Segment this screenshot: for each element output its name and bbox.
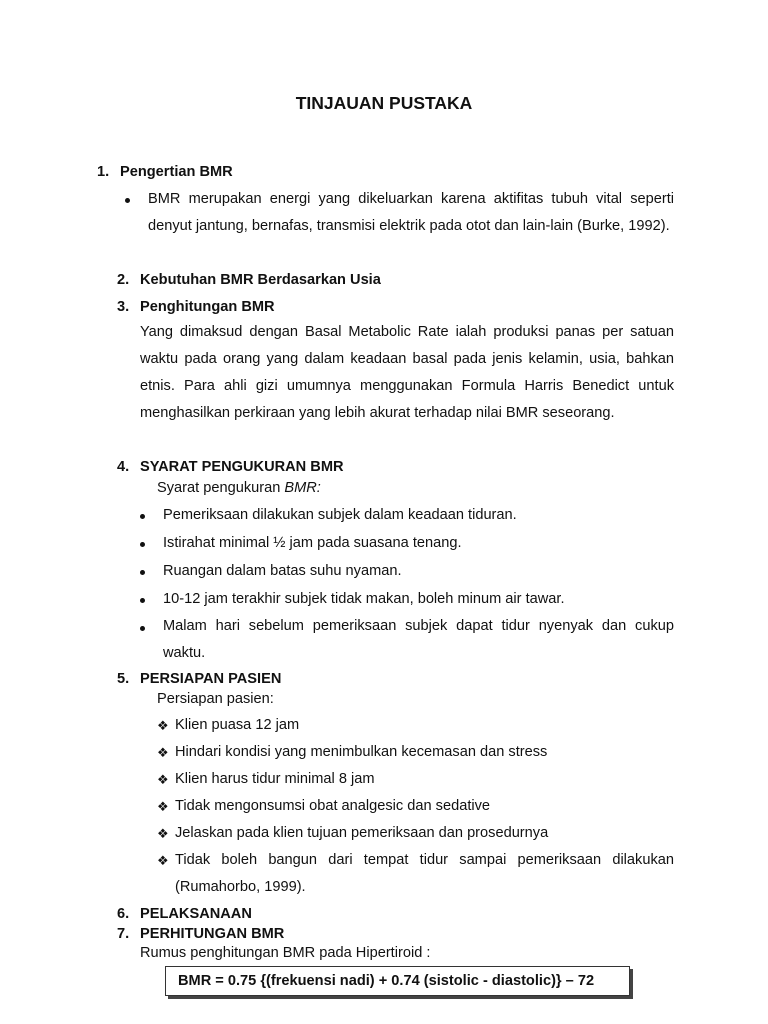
page-title: TINJAUAN PUSTAKA bbox=[295, 93, 473, 113]
section-5-item-1: Klien puasa 12 jam bbox=[175, 717, 300, 733]
filled-circle-bullet-icon bbox=[140, 598, 145, 603]
section-4-bullet-2: Istirahat minimal ½ jam pada suasana tenang. bbox=[163, 535, 462, 551]
filled-circle-bullet-icon bbox=[140, 514, 145, 519]
bmr-formula: BMR = 0.75 {(frekuensi nadi) + 0.74 (sistolic - diastolic)} – 72 bbox=[178, 973, 595, 989]
section-7-number: 7. bbox=[117, 926, 130, 942]
diamond-bullet-icon: ❖ bbox=[157, 853, 169, 868]
section-5-number: 5. bbox=[117, 671, 130, 687]
formula-box bbox=[165, 966, 630, 996]
section-3-number: 3. bbox=[117, 299, 130, 315]
section-4-intro-prefix: Syarat pengukuran bbox=[157, 480, 285, 496]
section-6-heading: PELAKSANAAN bbox=[140, 906, 252, 922]
section-5-intro: Persiapan pasien: bbox=[157, 691, 274, 707]
diamond-bullet-icon: ❖ bbox=[157, 826, 169, 841]
section-1-bullet-text: BMR merupakan energi yang dikeluarkan karena aktifitas tubuh vital seperti denyut jantung, bernafas, transmisi elektrik pada otot dan lain-lain (Burke, 1992). bbox=[148, 191, 674, 234]
filled-circle-bullet-icon bbox=[140, 570, 145, 575]
section-2-heading: Kebutuhan BMR Berdasarkan Usia bbox=[140, 272, 381, 288]
section-5-item-6: Tidak boleh bangun dari tempat tidur sampai pemeriksaan dilakukan (Rumahorbo, 1999). bbox=[175, 852, 674, 895]
section-7-heading: PERHITUNGAN BMR bbox=[140, 926, 285, 942]
section-4-bullet-1: Pemeriksaan dilakukan subjek dalam keadaan tiduran. bbox=[163, 507, 517, 523]
section-1-heading: Pengertian BMR bbox=[120, 164, 233, 180]
section-6-number: 6. bbox=[117, 906, 130, 922]
section-4-bullet-5: Malam hari sebelum pemeriksaan subjek dapat tidur nyenyak dan cukup waktu. bbox=[163, 618, 674, 661]
section-1-number: 1. bbox=[97, 164, 110, 180]
section-5-item-2: Hindari kondisi yang menimbulkan kecemasan dan stress bbox=[175, 744, 548, 760]
section-4-intro bbox=[157, 480, 321, 496]
diamond-bullet-icon: ❖ bbox=[157, 799, 169, 814]
diamond-bullet-icon: ❖ bbox=[157, 772, 169, 787]
section-5-heading: PERSIAPAN PASIEN bbox=[140, 671, 282, 687]
diamond-bullet-icon: ❖ bbox=[157, 745, 169, 760]
section-4-bullet-4: 10-12 jam terakhir subjek tidak makan, boleh minum air tawar. bbox=[163, 591, 565, 607]
section-5-item-3: Klien harus tidur minimal 8 jam bbox=[175, 771, 375, 787]
section-7-intro: Rumus penghitungan BMR pada Hipertiroid : bbox=[140, 945, 431, 961]
diamond-bullet-icon: ❖ bbox=[157, 718, 169, 733]
filled-circle-bullet-icon bbox=[140, 626, 145, 631]
section-4-intro-italic: BMR: bbox=[284, 480, 321, 496]
section-4-number: 4. bbox=[117, 459, 130, 475]
section-3-paragraph: Yang dimaksud dengan Basal Metabolic Rate ialah produksi panas per satuan waktu pada orang yang dalam keadaan basal pada jenis kelamin, usia, bahkan etnis. Para ahli gizi umumnya menggunakan Formula Harris Benedict untuk menghasilkan perkiraan yang lebih akurat terhadap nilai BMR seseorang. bbox=[140, 324, 674, 421]
section-2-number: 2. bbox=[117, 272, 130, 288]
filled-circle-bullet-icon bbox=[125, 198, 130, 203]
section-4-bullet-3: Ruangan dalam batas suhu nyaman. bbox=[163, 563, 402, 579]
section-3-heading: Penghitungan BMR bbox=[140, 299, 275, 315]
section-5-item-5: Jelaskan pada klien tujuan pemeriksaan dan prosedurnya bbox=[175, 825, 549, 841]
section-5-item-4: Tidak mengonsumsi obat analgesic dan sedative bbox=[175, 798, 491, 814]
filled-circle-bullet-icon bbox=[140, 542, 145, 547]
section-4-heading: SYARAT PENGUKURAN BMR bbox=[140, 459, 344, 475]
